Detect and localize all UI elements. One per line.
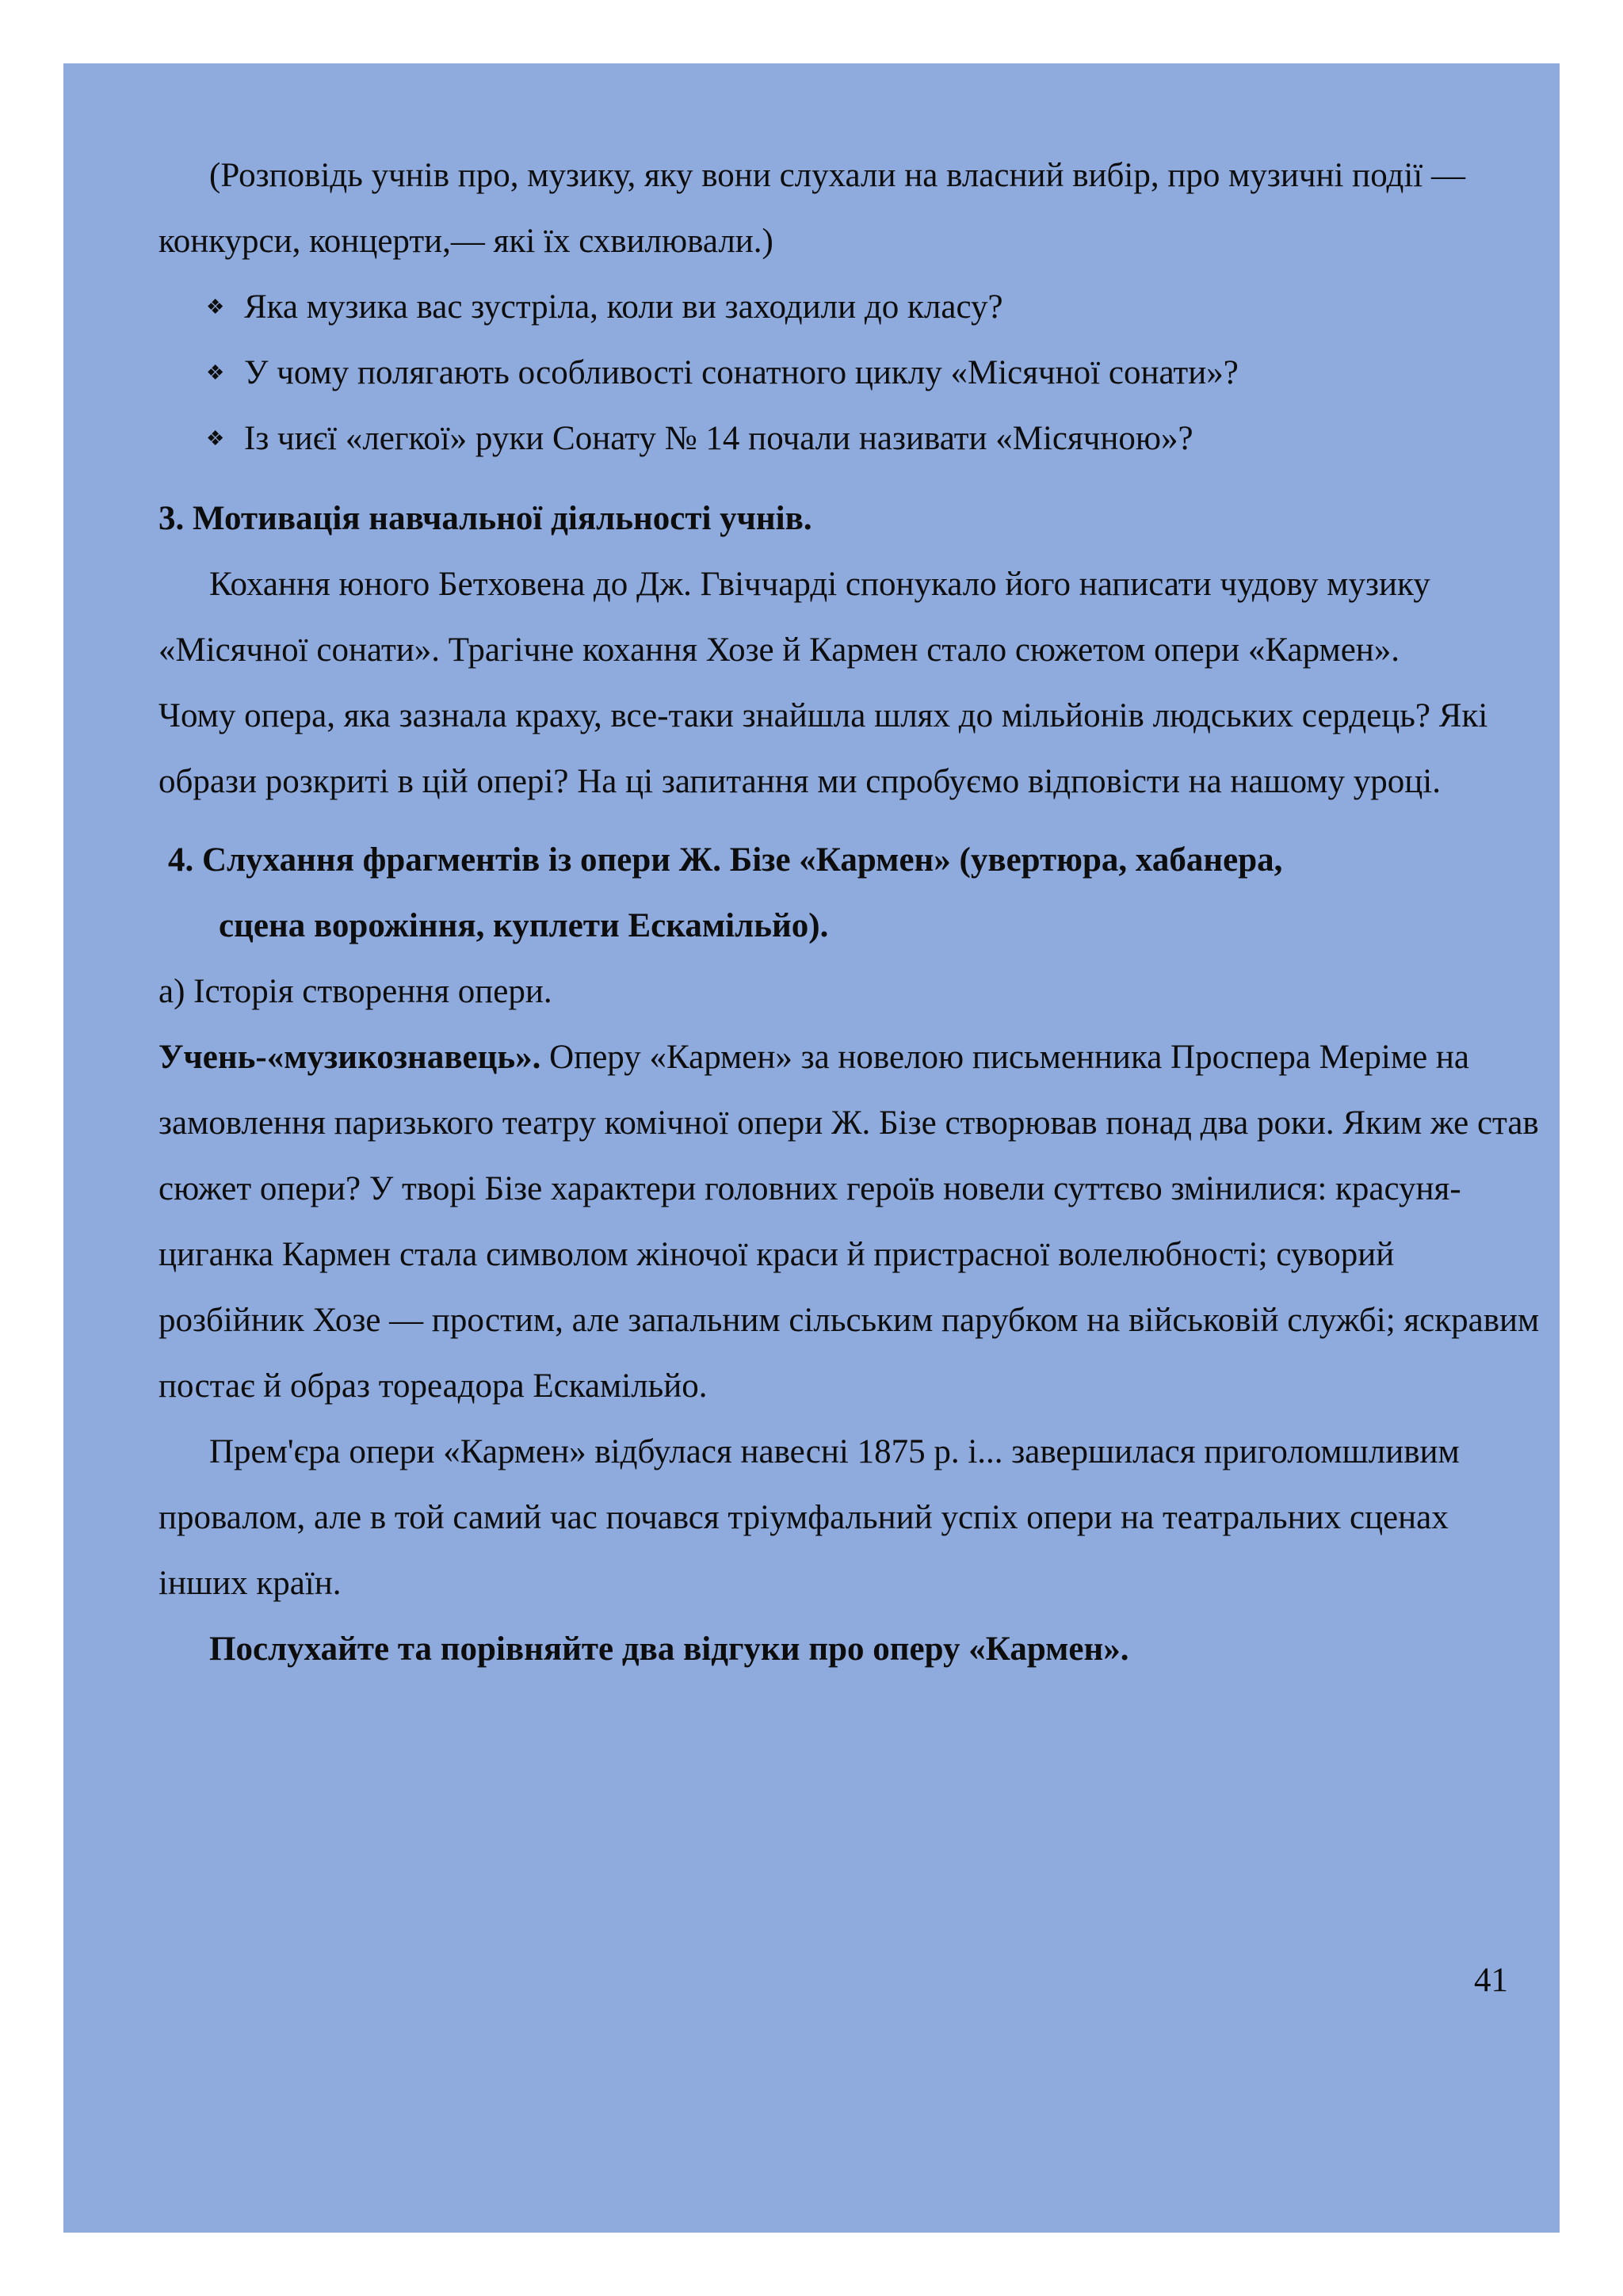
diamond-bullet-icon: ❖ [206,296,225,318]
question-text: Із чиєї «легкої» руки Сонату № 14 почали називати «Місячною»? [244,420,1193,457]
question-list [158,274,1545,471]
subsection-a: а) Історія створення опери. [158,973,552,1010]
student-paragraph [158,1024,1545,1419]
question-item [206,340,1545,406]
listen-instruction: Послухайте та порівняйте два відгуки про оперу «Кармен». [209,1630,1129,1668]
section-4-heading-line1: 4. Слухання фрагментів із опери Ж. Бізе «Кармен» (увертюра, хабанера, [168,841,1283,879]
section-3-heading: 3. Мотивація навчальної діяльності учнів. [158,500,812,537]
student-text: Оперу «Кармен» за новелою письменника Проспера Меріме на замовлення паризького театру комічної опери Ж. Бізе створював понад два роки. Яким же став сюжет опери? У творі Бізе характери головних героїв новели суттєво змінилися: красуня-циганка Кармен стала символом жіночої краси й пристрасної волелюбності; суворий розбійник Хозе — простим, але запальним сільським парубком на військовій службі; яскравим постає й образ тореадора Ескамільйо. [158,1039,1540,1405]
page-content [158,143,1545,1682]
intro-paragraph: (Розповідь учнів про, музику, яку вони слухали на власний вибір, про музичні події — конкурси, концерти,— які їх схвилювали.) [158,157,1465,260]
question-text: Яка музика вас зустріла, коли ви заходили до класу? [244,288,1003,326]
page-number: 41 [1474,1962,1508,1999]
question-item [206,406,1545,471]
diamond-bullet-icon: ❖ [206,427,225,450]
premiere-paragraph: Прем'єра опери «Кармен» відбулася навесні 1875 р. і... завершилася приголомшливим провалом, але в той самий час почався тріумфальний успіх опери на театральних сценах інших країн. [158,1433,1460,1602]
question-paragraph: Чому опера, яка зазнала краху, все-таки знайшла шлях до мільйонів людських сердець? Які образи розкриті в цій опері? На ці запитання ми спробуємо відповісти на нашому уроці. [158,697,1488,800]
section-4-heading [158,827,1545,959]
motivation-paragraph: Кохання юного Бетховена до Дж. Гвіччарді спонукало його написати чудову музику «Місячної сонати». Трагічне кохання Хозе й Кармен стало сюжетом опери «Кармен». [158,566,1430,669]
diamond-bullet-icon: ❖ [206,361,225,384]
section-4-heading-line2: сцена ворожіння, куплети Ескамільйо). [219,907,829,944]
question-text: У чому полягають особливості сонатного циклу «Місячної сонати»? [244,354,1239,391]
student-label: Учень-«музикознавець». [158,1039,541,1076]
question-item [206,274,1545,340]
